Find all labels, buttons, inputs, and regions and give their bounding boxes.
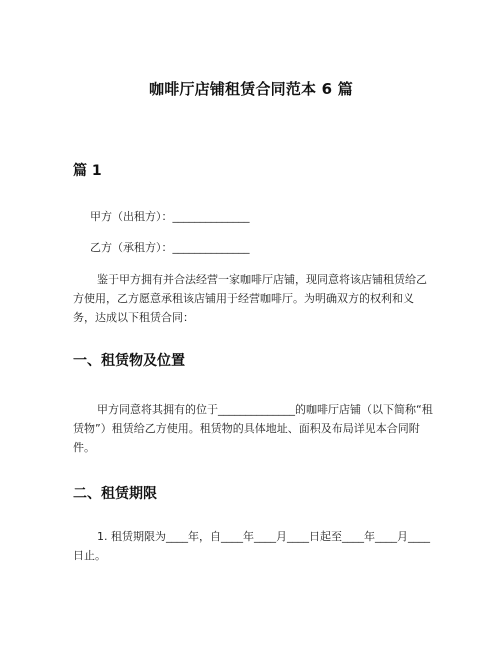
section-heading-lease-term: 二、租赁期限 (73, 486, 157, 502)
part-heading: 篇 1 (73, 163, 102, 179)
section-text-rental-property: 甲方同意将其拥有的位于______________的咖啡厅店铺（以下简称“租赁物”）租赁给乙方使用。租赁物的具体地址、面积及布局详见本合同附件。 (73, 403, 433, 454)
preamble-paragraph: 鉴于甲方拥有并合法经营一家咖啡厅店铺，现同意将该店铺租赁给乙方使用，乙方愿意承租该店铺用于经营咖啡厅。为明确双方的权利和义务，达成以下租赁合同： (73, 273, 427, 324)
section-text-lease-term: 1. 租赁期限为____年，自____年____月____日起至____年____月____日止。 (73, 530, 430, 562)
section-heading-rental-property: 一、租赁物及位置 (73, 353, 185, 369)
party-b-line: 乙方（承租方）：______________ (90, 241, 250, 254)
party-a-line: 甲方（出租方）：______________ (90, 210, 250, 223)
document-title: 咖啡厅店铺租赁合同范本 6 篇 (149, 80, 353, 98)
